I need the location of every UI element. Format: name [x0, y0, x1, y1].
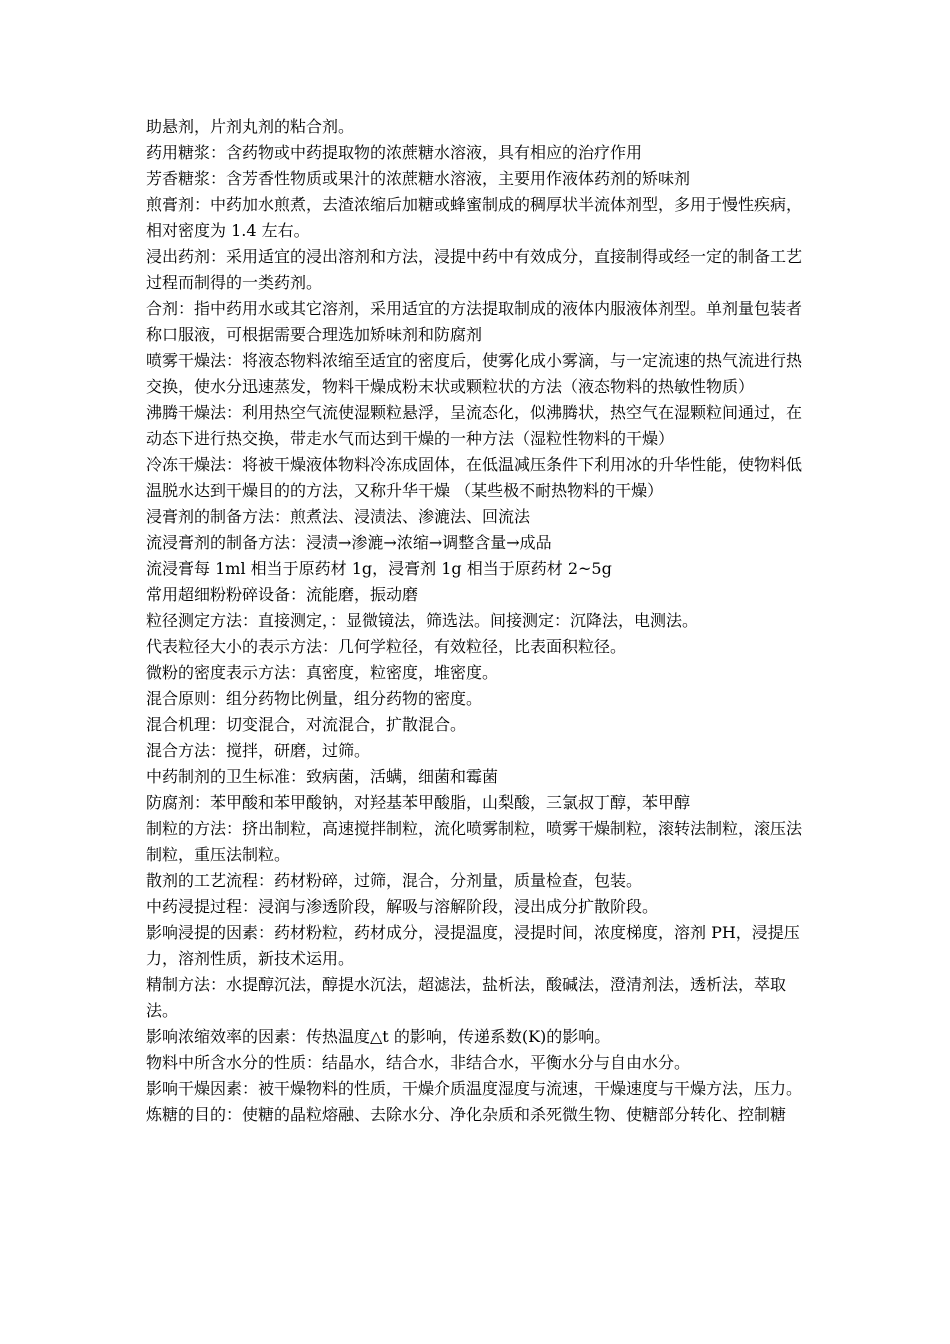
paragraph: 物料中所含水分的性质：结晶水，结合水，非结合水，平衡水分与自由水分。 — [146, 1053, 691, 1072]
paragraph: 冷冻干燥法：将被干燥液体物料冷冻成固体，在低温减压条件下利用冰的升华性能，使物料低温脱水达到干燥目的的方法，又称升华干燥 （某些极不耐热物料的干燥） — [146, 455, 803, 500]
paragraph: 影响干燥因素：被干燥物料的性质，干燥介质温度湿度与流速，干燥速度与干燥方法，压力。 — [146, 1079, 803, 1098]
paragraph: 精制方法：水提醇沉法，醇提水沉法，超滤法，盐析法，酸碱法，澄清剂法，透析法，萃取法。 — [146, 975, 787, 1020]
paragraph: 混合机理：切变混合，对流混合，扩散混合。 — [146, 715, 467, 734]
paragraph: 中药浸提过程：浸润与渗透阶段，解吸与溶解阶段，浸出成分扩散阶段。 — [146, 897, 659, 916]
paragraph: 影响浸提的因素：药材粉粒，药材成分，浸提温度，浸提时间，浓度梯度，溶剂 PH，浸提压力，溶剂性质，新技术运用。 — [146, 923, 800, 968]
paragraph: 微粉的密度表示方法：真密度，粒密度，堆密度。 — [146, 663, 499, 682]
paragraph: 药用糖浆：含药物或中药提取物的浓蔗糖水溶液，具有相应的治疗作用 — [146, 143, 643, 162]
paragraph: 芳香糖浆：含芳香性物质或果汁的浓蔗糖水溶液，主要用作液体药剂的矫味剂 — [146, 169, 691, 188]
paragraph: 合剂：指中药用水或其它溶剂，采用适宜的方法提取制成的液体内服液体剂型。单剂量包装者称口服液，可根据需要合理选加矫味剂和防腐剂 — [146, 299, 803, 344]
paragraph: 煎膏剂：中药加水煎煮，去渣浓缩后加糖或蜂蜜制成的稠厚状半流体剂型，多用于慢性疾病，相对密度为 1.4 左右。 — [146, 195, 803, 240]
paragraph: 中药制剂的卫生标准：致病菌，活螨，细菌和霉菌 — [146, 767, 499, 786]
paragraph: 粒径测定方法：直接测定，：显微镜法，筛选法。间接测定：沉降法，电测法。 — [146, 611, 699, 630]
paragraph: 流浸膏剂的制备方法：浸渍→渗漉→浓缩→调整含量→成品 — [146, 533, 552, 552]
paragraph: 混合方法：搅拌，研磨，过筛。 — [146, 741, 371, 760]
paragraph: 炼糖的目的：使糖的晶粒熔融、去除水分、净化杂质和杀死微生物、使糖部分转化、控制糖 — [146, 1105, 787, 1124]
paragraph: 常用超细粉粉碎设备：流能磨，振动磨 — [146, 585, 419, 604]
paragraph: 喷雾干燥法：将液态物料浓缩至适宜的密度后，使雾化成小雾滴，与一定流速的热气流进行热交换，使水分迅速蒸发，物料干燥成粉末状或颗粒状的方法（液态物料的热敏性物质） — [146, 351, 803, 396]
document-body — [146, 114, 816, 1128]
paragraph: 混合原则：组分药物比例量，组分药物的密度。 — [146, 689, 483, 708]
paragraph: 防腐剂：苯甲酸和苯甲酸钠，对羟基苯甲酸脂，山梨酸，三氯叔丁醇，苯甲醇 — [146, 793, 691, 812]
paragraph: 浸出药剂：采用适宜的浸出溶剂和方法，浸提中药中有效成分，直接制得或经一定的制备工艺过程而制得的一类药剂。 — [146, 247, 803, 292]
paragraph: 代表粒径大小的表示方法：几何学粒径，有效粒径，比表面积粒径。 — [146, 637, 627, 656]
paragraph: 影响浓缩效率的因素：传热温度△t 的影响，传递系数(K)的影响。 — [146, 1027, 611, 1046]
paragraph: 助悬剂，片剂丸剂的粘合剂。 — [146, 117, 355, 136]
paragraph: 浸膏剂的制备方法：煎煮法、浸渍法、渗漉法、回流法 — [146, 507, 531, 526]
paragraph: 流浸膏每 1ml 相当于原药材 1g，浸膏剂 1g 相当于原药材 2~5g — [146, 559, 612, 578]
paragraph: 制粒的方法：挤出制粒，高速搅拌制粒，流化喷雾制粒，喷雾干燥制粒，滚转法制粒，滚压法制粒，重压法制粒。 — [146, 819, 803, 864]
paragraph: 沸腾干燥法：利用热空气流使湿颗粒悬浮，呈流态化，似沸腾状，热空气在湿颗粒间通过，在动态下进行热交换，带走水气而达到干燥的一种方法（湿粒性物料的干燥） — [146, 403, 803, 448]
paragraph: 散剂的工艺流程：药材粉碎，过筛，混合，分剂量，质量检查，包装。 — [146, 871, 643, 890]
